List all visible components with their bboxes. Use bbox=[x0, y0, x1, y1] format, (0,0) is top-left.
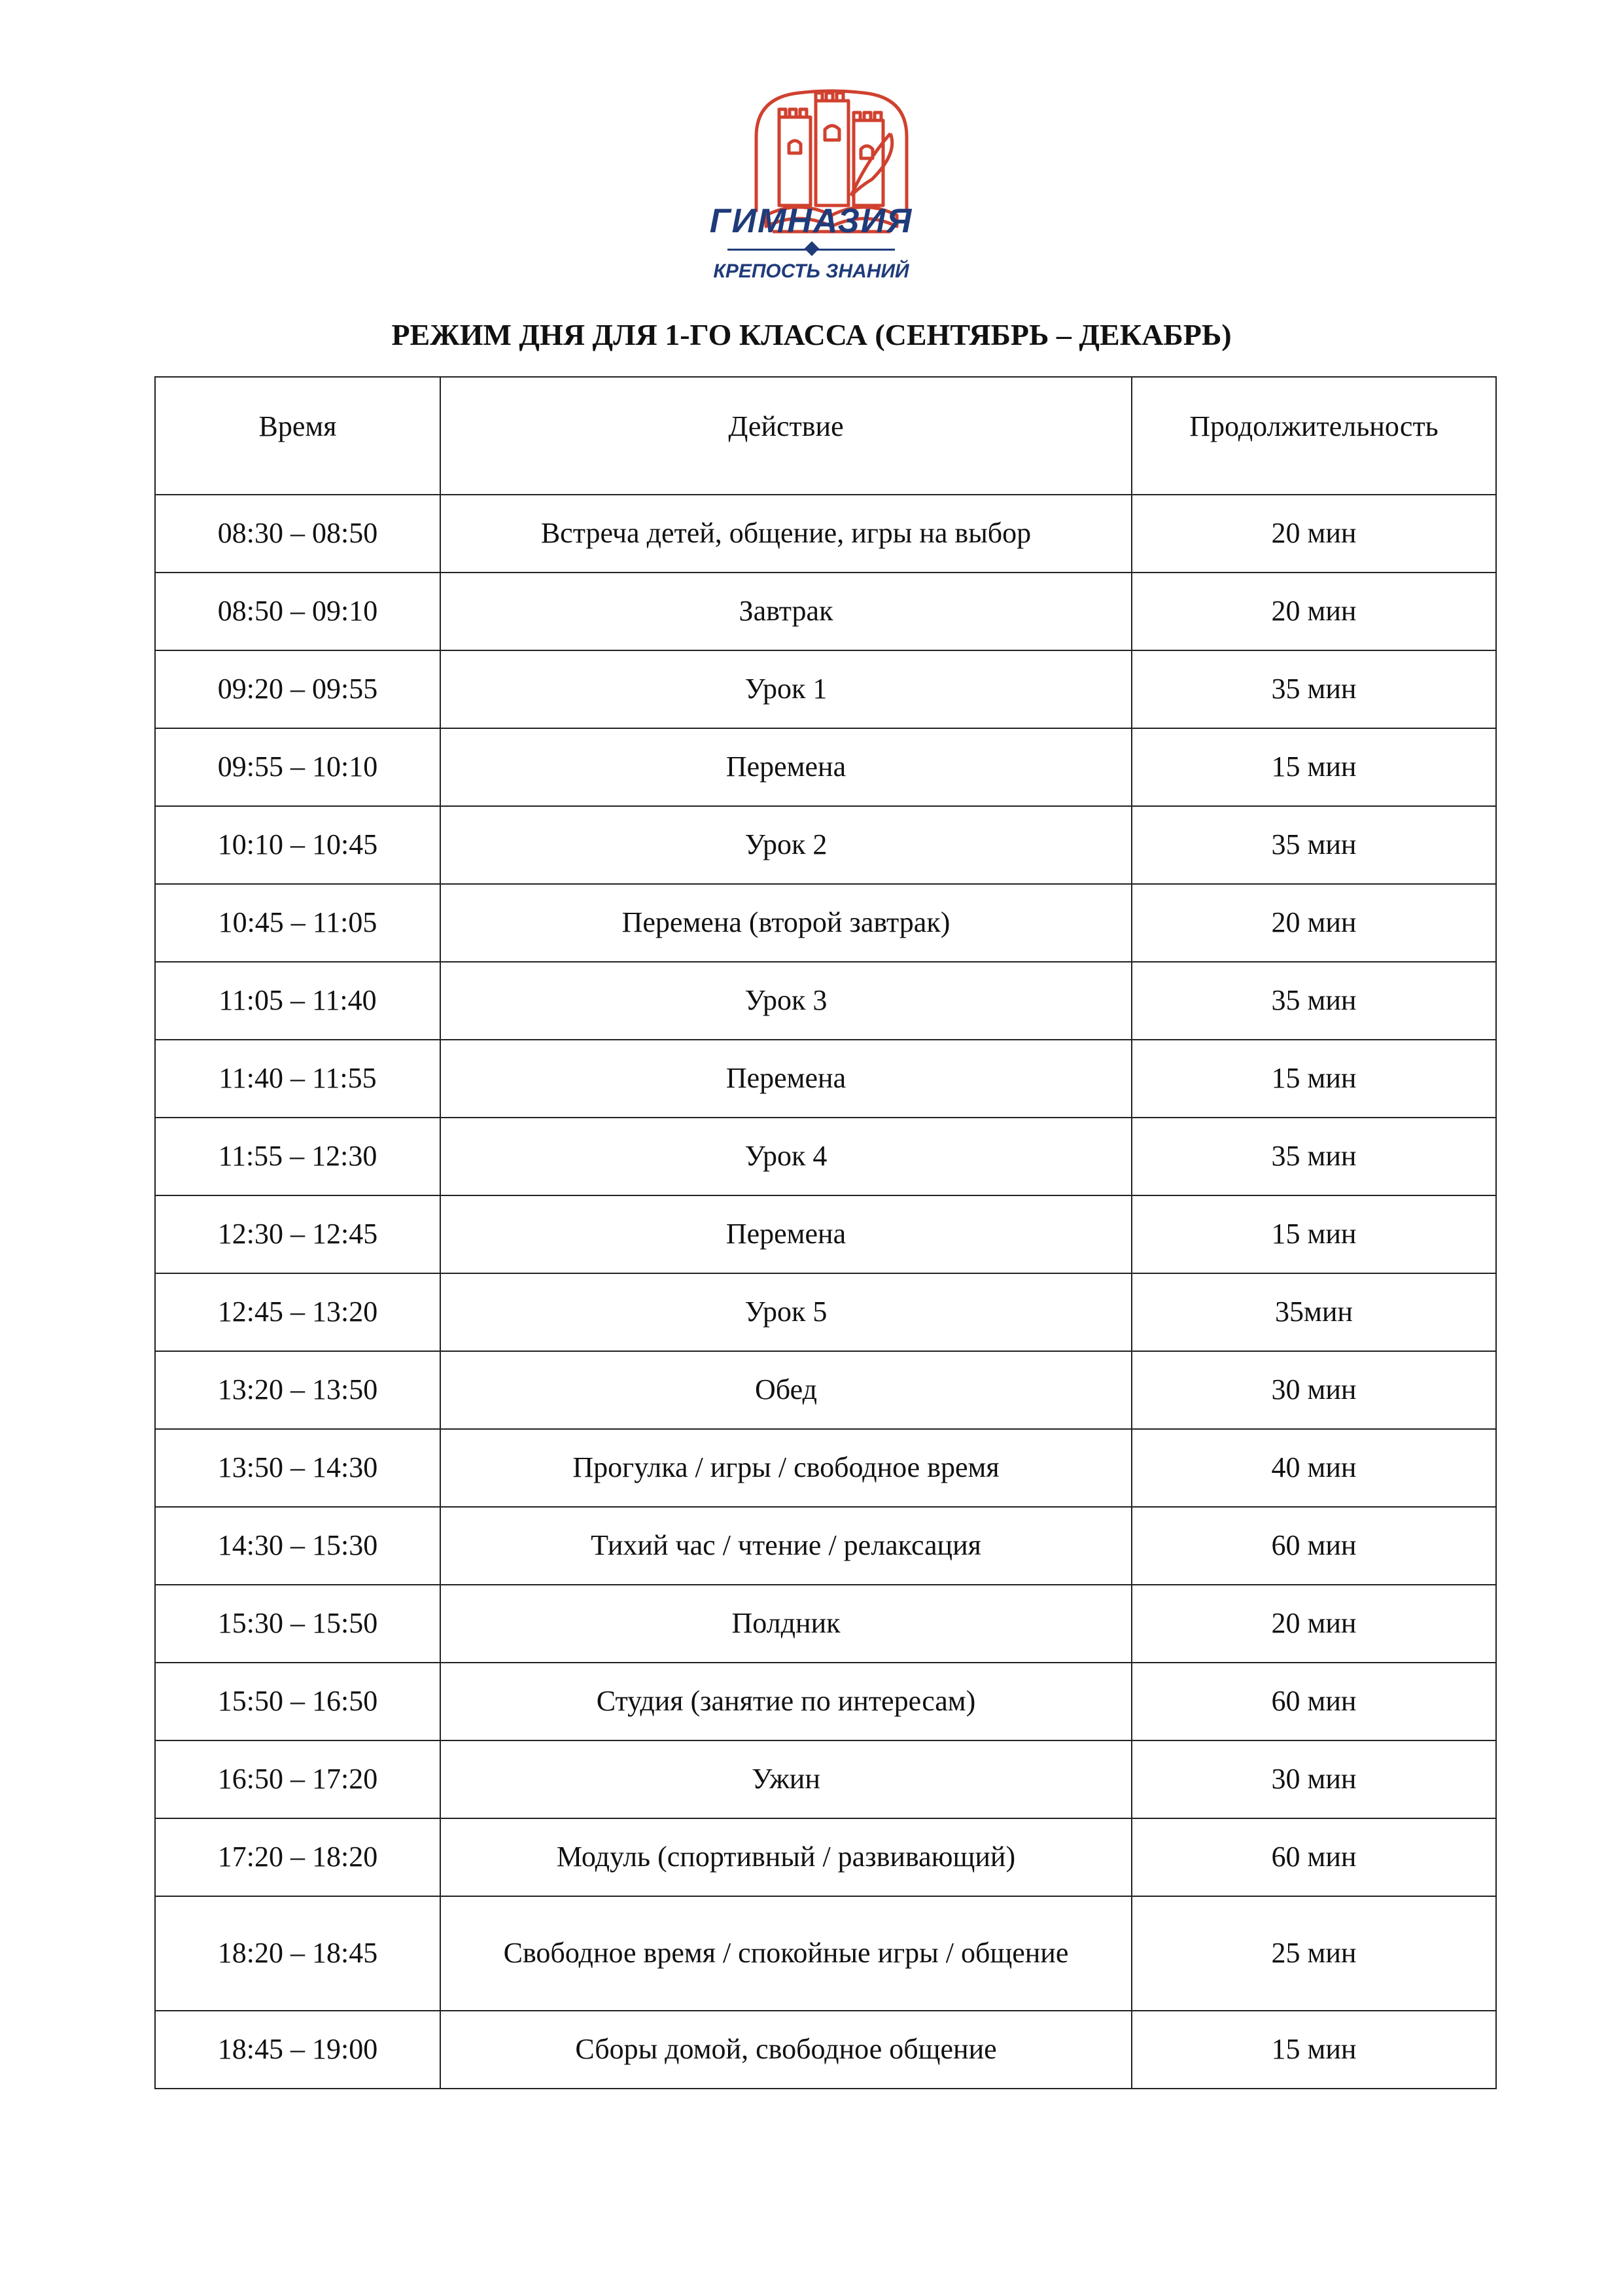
cell-action: Студия (занятие по интересам) bbox=[440, 1663, 1132, 1740]
cell-action: Тихий час / чтение / релаксация bbox=[440, 1507, 1132, 1585]
table-row bbox=[155, 884, 1496, 962]
column-header-duration: Продолжительность bbox=[1132, 377, 1496, 495]
cell-duration: 35мин bbox=[1132, 1273, 1496, 1351]
cell-action: Полдник bbox=[440, 1585, 1132, 1663]
table-row bbox=[155, 962, 1496, 1040]
cell-time: 18:20 – 18:45 bbox=[155, 1896, 440, 2011]
table-row bbox=[155, 728, 1496, 806]
cell-time: 08:30 – 08:50 bbox=[155, 495, 440, 573]
cell-action: Урок 5 bbox=[440, 1273, 1132, 1351]
cell-action: Урок 1 bbox=[440, 650, 1132, 728]
cell-duration: 20 мин bbox=[1132, 495, 1496, 573]
table-row bbox=[155, 1740, 1496, 1818]
cell-time: 09:20 – 09:55 bbox=[155, 650, 440, 728]
table-row bbox=[155, 806, 1496, 884]
cell-time: 12:30 – 12:45 bbox=[155, 1195, 440, 1273]
cell-time: 17:20 – 18:20 bbox=[155, 1818, 440, 1896]
cell-duration: 40 мин bbox=[1132, 1429, 1496, 1507]
cell-action: Свободное время / спокойные игры / общение bbox=[440, 1896, 1132, 2011]
cell-action: Обед bbox=[440, 1351, 1132, 1429]
table-row bbox=[155, 495, 1496, 573]
cell-duration: 35 мин bbox=[1132, 806, 1496, 884]
logo-name: ГИМНАЗИЯ bbox=[709, 202, 913, 240]
cell-duration: 20 мин bbox=[1132, 884, 1496, 962]
cell-time: 15:50 – 16:50 bbox=[155, 1663, 440, 1740]
table-row bbox=[155, 1429, 1496, 1507]
cell-duration: 60 мин bbox=[1132, 1663, 1496, 1740]
table-row bbox=[155, 1040, 1496, 1118]
cell-duration: 15 мин bbox=[1132, 1195, 1496, 1273]
cell-duration: 20 мин bbox=[1132, 1585, 1496, 1663]
cell-time: 10:10 – 10:45 bbox=[155, 806, 440, 884]
logo-tagline: КРЕПОСТЬ ЗНАНИЙ bbox=[713, 260, 909, 282]
table-row bbox=[155, 1273, 1496, 1351]
table-row bbox=[155, 1507, 1496, 1585]
cell-action: Прогулка / игры / свободное время bbox=[440, 1429, 1132, 1507]
cell-duration: 15 мин bbox=[1132, 1040, 1496, 1118]
cell-time: 11:05 – 11:40 bbox=[155, 962, 440, 1040]
table-row bbox=[155, 650, 1496, 728]
cell-duration: 35 мин bbox=[1132, 962, 1496, 1040]
cell-duration: 15 мин bbox=[1132, 2011, 1496, 2089]
cell-time: 15:30 – 15:50 bbox=[155, 1585, 440, 1663]
cell-action: Модуль (спортивный / развивающий) bbox=[440, 1818, 1132, 1896]
table-row bbox=[155, 1585, 1496, 1663]
table-row bbox=[155, 1663, 1496, 1740]
cell-action: Урок 4 bbox=[440, 1118, 1132, 1195]
cell-time: 12:45 – 13:20 bbox=[155, 1273, 440, 1351]
cell-action: Урок 3 bbox=[440, 962, 1132, 1040]
table-row bbox=[155, 1818, 1496, 1896]
cell-time: 16:50 – 17:20 bbox=[155, 1740, 440, 1818]
cell-duration: 30 мин bbox=[1132, 1740, 1496, 1818]
cell-time: 13:50 – 14:30 bbox=[155, 1429, 440, 1507]
cell-time: 10:45 – 11:05 bbox=[155, 884, 440, 962]
table-row bbox=[155, 1195, 1496, 1273]
cell-duration: 35 мин bbox=[1132, 650, 1496, 728]
cell-action: Перемена bbox=[440, 1195, 1132, 1273]
cell-duration: 20 мин bbox=[1132, 573, 1496, 650]
cell-time: 08:50 – 09:10 bbox=[155, 573, 440, 650]
cell-time: 11:40 – 11:55 bbox=[155, 1040, 440, 1118]
cell-duration: 60 мин bbox=[1132, 1507, 1496, 1585]
table-row bbox=[155, 1118, 1496, 1195]
cell-action: Перемена bbox=[440, 728, 1132, 806]
cell-time: 18:45 – 19:00 bbox=[155, 2011, 440, 2089]
cell-action: Завтрак bbox=[440, 573, 1132, 650]
cell-action: Ужин bbox=[440, 1740, 1132, 1818]
table-row bbox=[155, 1896, 1496, 2011]
schedule-table bbox=[154, 376, 1497, 2089]
table-row bbox=[155, 1351, 1496, 1429]
cell-time: 13:20 – 13:50 bbox=[155, 1351, 440, 1429]
cell-action: Перемена (второй завтрак) bbox=[440, 884, 1132, 962]
cell-duration: 30 мин bbox=[1132, 1351, 1496, 1429]
cell-action: Встреча детей, общение, игры на выбор bbox=[440, 495, 1132, 573]
cell-time: 11:55 – 12:30 bbox=[155, 1118, 440, 1195]
table-row bbox=[155, 2011, 1496, 2089]
cell-duration: 60 мин bbox=[1132, 1818, 1496, 1896]
cell-time: 09:55 – 10:10 bbox=[155, 728, 440, 806]
cell-duration: 25 мин bbox=[1132, 1896, 1496, 2011]
cell-action: Перемена bbox=[440, 1040, 1132, 1118]
cell-duration: 15 мин bbox=[1132, 728, 1496, 806]
cell-duration: 35 мин bbox=[1132, 1118, 1496, 1195]
column-header-action: Действие bbox=[440, 377, 1132, 495]
table-row bbox=[155, 573, 1496, 650]
table-header-row bbox=[155, 377, 1496, 495]
cell-time: 14:30 – 15:30 bbox=[155, 1507, 440, 1585]
page-title: РЕЖИМ ДНЯ ДЛЯ 1-ГО КЛАССА (СЕНТЯБРЬ – ДЕКАБРЬ) bbox=[391, 318, 1232, 351]
column-header-time: Время bbox=[155, 377, 440, 495]
cell-action: Сборы домой, свободное общение bbox=[440, 2011, 1132, 2089]
cell-action: Урок 2 bbox=[440, 806, 1132, 884]
